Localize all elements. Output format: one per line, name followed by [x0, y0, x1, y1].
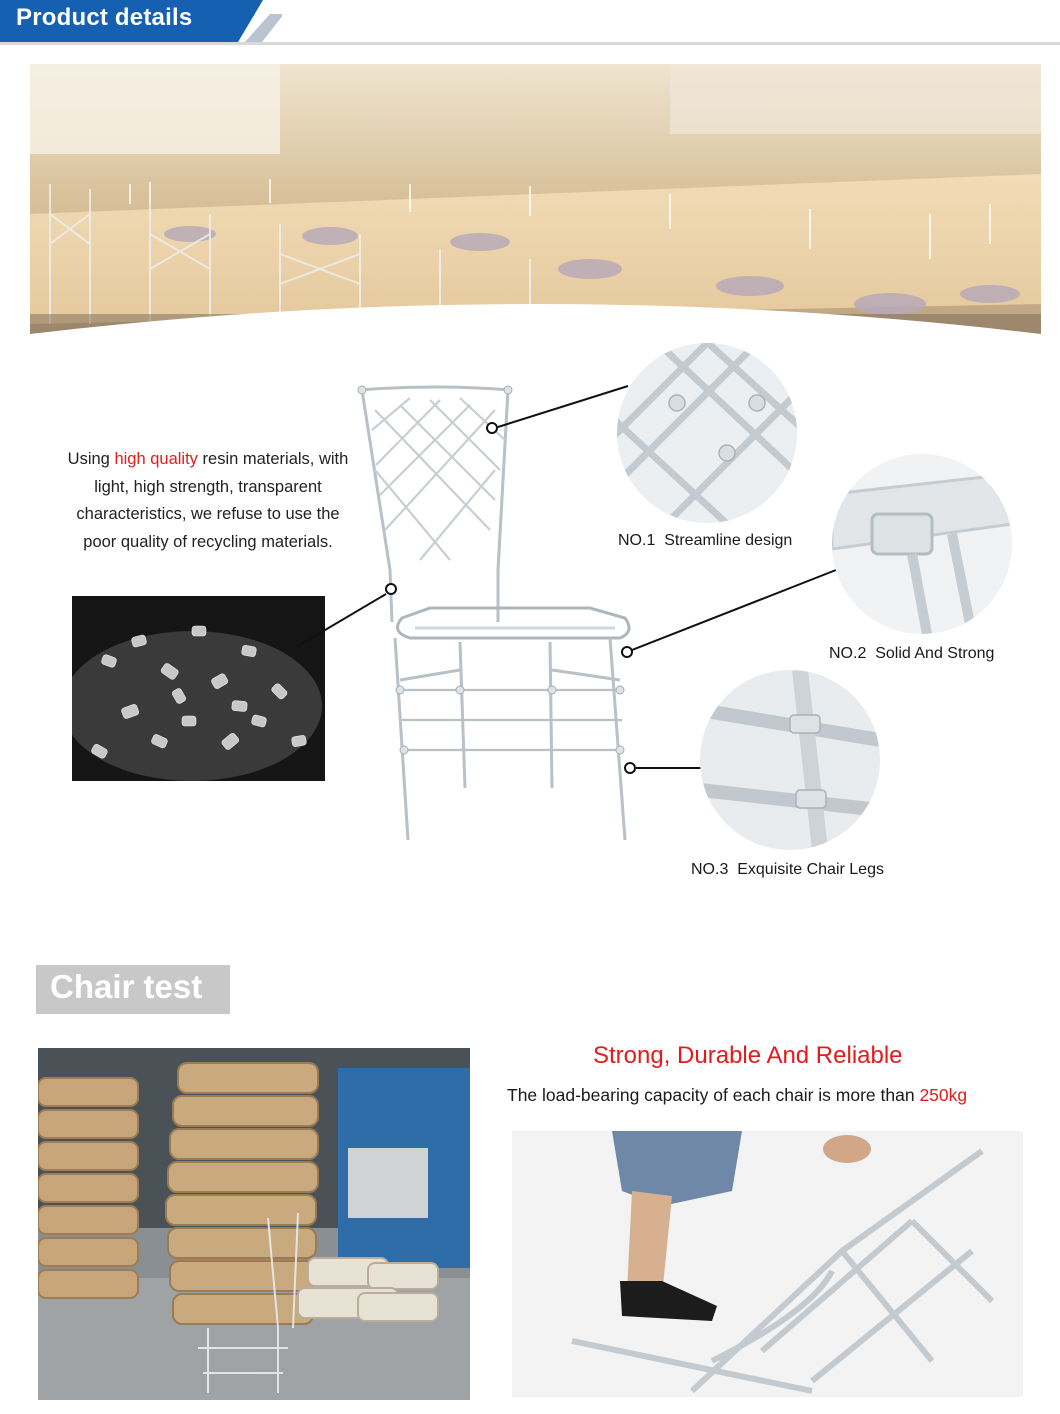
section-title-chair-test: Chair test	[50, 968, 203, 1005]
standing-on-chair-test-photo	[512, 1131, 1023, 1397]
stacked-bags-load-test-photo	[38, 1048, 470, 1400]
resin-intro-text	[58, 446, 358, 556]
zoom-chair-legs-detail	[700, 670, 880, 850]
zoom-seat-joint-detail	[832, 454, 1012, 634]
intro-text-after: resin materials, with light, high strength, transparent characteristics, we refuse to use the poor quality of recycling materials.	[76, 450, 349, 551]
load-capacity-text	[507, 1085, 967, 1106]
section-title-product-details: Product details	[16, 4, 193, 31]
durability-headline: Strong, Durable And Reliable	[593, 1042, 903, 1069]
feature-label-1: NO.1 Streamline design	[618, 532, 793, 549]
load-capacity-description: The load-bearing capacity of each chair is more than	[507, 1085, 920, 1105]
header-divider	[0, 42, 1060, 45]
zoom-lattice-detail	[617, 343, 797, 523]
feature-label-2: NO.2 Solid And Strong	[829, 645, 995, 662]
intro-highlight: high quality	[114, 450, 198, 468]
resin-pellets-photo	[72, 596, 325, 781]
load-capacity-value: 250kg	[919, 1085, 968, 1105]
banquet-hall-photo	[30, 64, 1041, 352]
feature-label-3: NO.3 Exquisite Chair Legs	[691, 861, 884, 878]
intro-text-before: Using	[67, 450, 115, 468]
